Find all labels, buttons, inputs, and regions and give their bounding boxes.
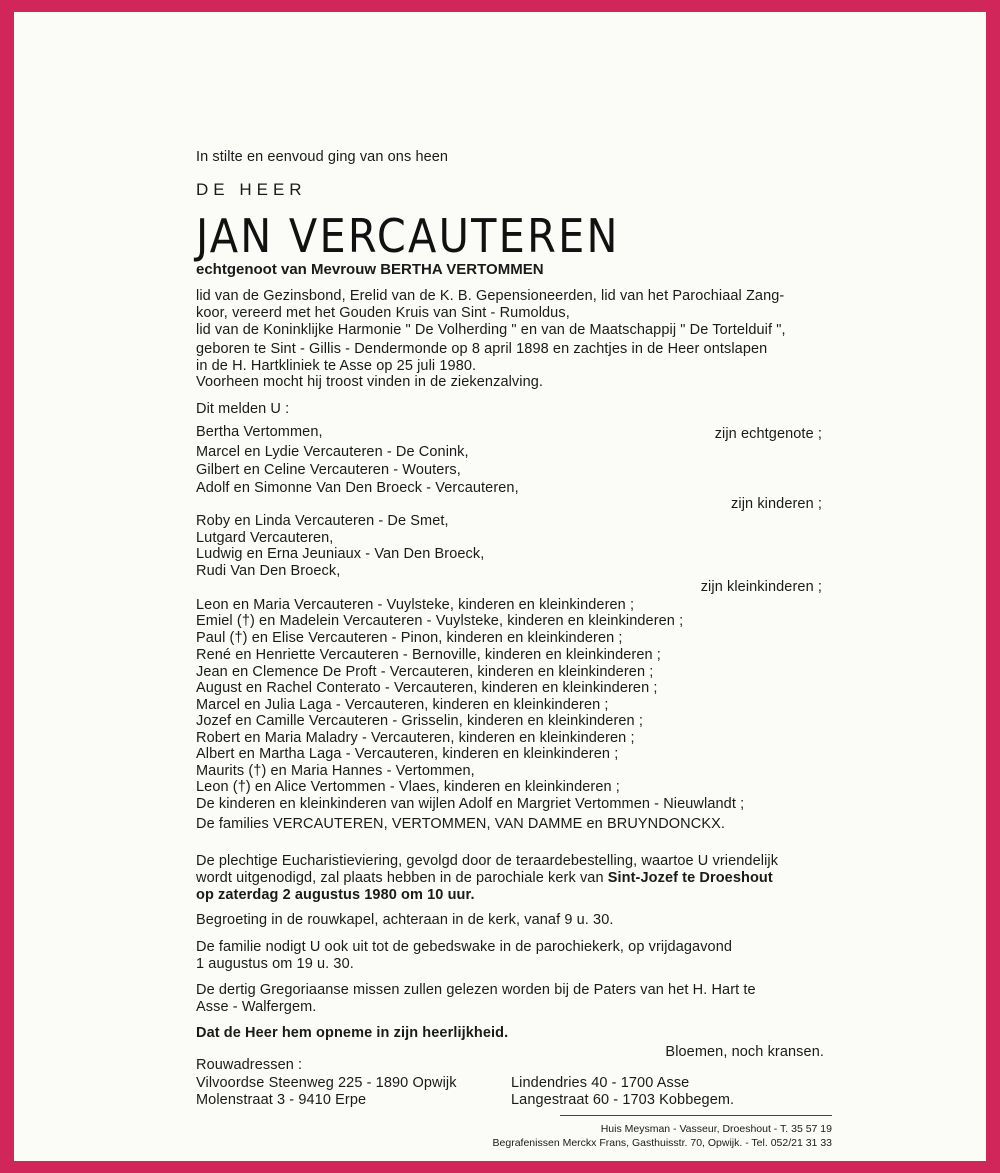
relative-line: August en Rachel Conterato - Vercauteren, kinderen en kleinkinderen ;	[196, 680, 658, 696]
footer-funeral-home: Begrafenissen Merckx Frans, Gasthuisstr. 70, Opwijk. - Tel. 052/21 31 33	[492, 1137, 832, 1149]
bio-line: lid van de Koninklijke Harmonie " De Volherding " en van de Maatschappij " De Tortelduif ",	[196, 322, 786, 338]
grandchildren-role: zijn kleinkinderen ;	[700, 579, 822, 595]
intro-line: In stilte en eenvoud ging van ons heen	[196, 149, 449, 165]
children-role: zijn kinderen ;	[731, 496, 822, 512]
bio-line: geboren te Sint - Gillis - Dendermonde op 8 april 1898 en zachtjes in de Heer ontslapen	[196, 341, 768, 357]
relative-line: Marcel en Julia Laga - Vercauteren, kinderen en kleinkinderen ;	[196, 697, 609, 713]
relative-line: Emiel (†) en Madelein Vercauteren - Vuylsteke, kinderen en kleinkinderen ;	[196, 613, 684, 629]
grandchild-line: Roby en Linda Vercauteren - De Smet,	[196, 513, 449, 529]
relative-line: Leon (†) en Alice Vertommen - Vlaes, kinderen en kleinkinderen ;	[196, 779, 620, 795]
address-left: Vilvoordse Steenweg 225 - 1890 Opwijk	[196, 1075, 457, 1091]
vigil-line: 1 augustus om 19 u. 30.	[196, 956, 354, 972]
relative-line: Leon en Maria Vercauteren - Vuylsteke, kinderen en kleinkinderen ;	[196, 597, 635, 613]
announce-line: Dit melden U :	[196, 401, 290, 417]
families-line: De families VERCAUTEREN, VERTOMMEN, VAN DAMME en BRUYNDONCKX.	[196, 816, 725, 832]
address-left: Molenstraat 3 - 9410 Erpe	[196, 1092, 367, 1108]
relative-line: Jean en Clemence De Proft - Vercauteren, kinderen en kleinkinderen ;	[196, 664, 654, 680]
child-line: Gilbert en Celine Vercauteren - Wouters,	[196, 462, 461, 478]
masses-line: De dertig Gregoriaanse missen zullen gelezen worden bij de Paters van het H. Hart te	[196, 982, 756, 998]
vigil-line: De familie nodigt U ook uit tot de gebedswake in de parochiekerk, op vrijdagavond	[196, 939, 733, 955]
grandchild-line: Ludwig en Erna Jeuniaux - Van Den Broeck,	[196, 546, 485, 562]
bio-line: in de H. Hartkliniek te Asse op 25 juli 1980.	[196, 358, 477, 374]
addresses-label: Rouwadressen :	[196, 1057, 303, 1073]
address-right: Lindendries 40 - 1700 Asse	[511, 1075, 690, 1091]
greeting-line: Begroeting in de rouwkapel, achteraan in de kerk, vanaf 9 u. 30.	[196, 912, 614, 928]
relative-line: Jozef en Camille Vercauteren - Grisselin, kinderen en kleinkinderen ;	[196, 713, 643, 729]
masses-line: Asse - Walfergem.	[196, 999, 317, 1015]
grandchild-line: Rudi Van Den Broeck,	[196, 563, 341, 579]
ceremony-line	[196, 870, 773, 887]
address-right: Langestraat 60 - 1703 Kobbegem.	[511, 1092, 735, 1108]
ceremony-line: De plechtige Eucharistieviering, gevolgd door de teraardebestelling, waartoe U vriendelijk	[196, 853, 779, 869]
child-line: Marcel en Lydie Vercauteren - De Conink,	[196, 444, 469, 460]
footer-divider	[560, 1115, 832, 1116]
closing-line: Dat de Heer hem opneme in zijn heerlijkheid.	[196, 1025, 509, 1041]
deceased-name: JAN VERCAUTEREN	[196, 209, 620, 263]
relative-line: Robert en Maria Maladry - Vercauteren, kinderen en kleinkinderen ;	[196, 730, 635, 746]
ceremony-date: op zaterdag 2 augustus 1980 om 10 uur.	[196, 887, 475, 903]
relative-line: Albert en Martha Laga - Vercauteren, kinderen en kleinkinderen ;	[196, 746, 619, 762]
relative-line: Paul (†) en Elise Vercauteren - Pinon, kinderen en kleinkinderen ;	[196, 630, 623, 646]
ceremony-church: Sint-Jozef te Droeshout	[607, 870, 773, 886]
spouse-role: zijn echtgenote ;	[714, 426, 822, 442]
bio-line: lid van de Gezinsbond, Erelid van de K. B. Gepensioneerden, lid van het Parochiaal Zang-	[196, 288, 785, 304]
child-line: Adolf en Simonne Van Den Broeck - Vercauteren,	[196, 480, 519, 496]
bio-line: koor, vereerd met het Gouden Kruis van Sint - Rumoldus,	[196, 305, 570, 321]
bio-line: Voorheen mocht hij troost vinden in de ziekenzalving.	[196, 374, 544, 390]
relative-line: Maurits (†) en Maria Hannes - Vertommen,	[196, 763, 475, 779]
flowers-line: Bloemen, noch kransen.	[665, 1044, 824, 1060]
spouse-name: Bertha Vertommen,	[196, 424, 323, 440]
grandchild-line: Lutgard Vercauteren,	[196, 530, 334, 546]
relative-line: René en Henriette Vercauteren - Bernoville, kinderen en kleinkinderen ;	[196, 647, 661, 663]
footer-printer: Huis Meysman - Vasseur, Droeshout - T. 35 57 19	[600, 1123, 832, 1135]
relative-line: De kinderen en kleinkinderen van wijlen Adolf en Margriet Vertommen - Nieuwlandt ;	[196, 796, 745, 812]
honorific-title: DE HEER	[196, 180, 307, 199]
spouse-line: echtgenoot van Mevrouw BERTHA VERTOMMEN	[196, 261, 544, 278]
ceremony-text: wordt uitgenodigd, zal plaats hebben in de parochiale kerk van	[196, 870, 608, 886]
